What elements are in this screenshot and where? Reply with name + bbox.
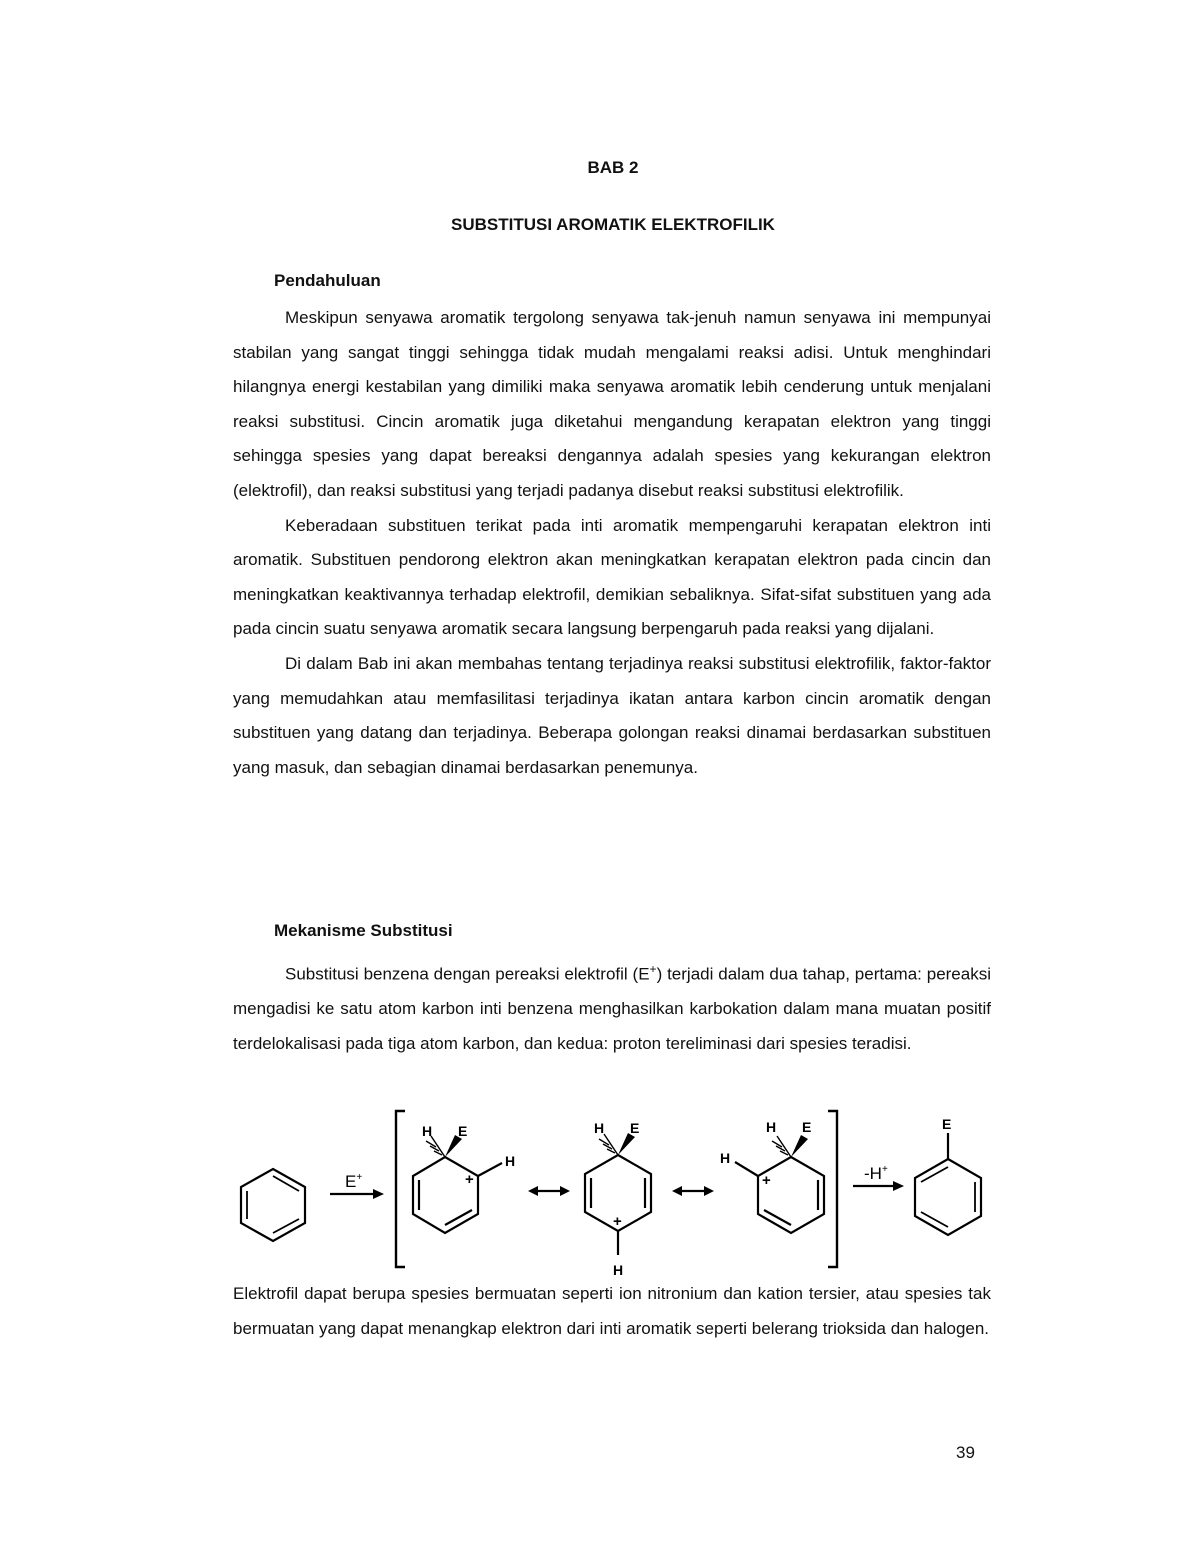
atom-label-h: H [766,1119,777,1135]
section-heading-pendahuluan: Pendahuluan [274,271,381,290]
chapter-label: BAB 2 [587,158,639,177]
atom-label-h: H [594,1120,605,1136]
mekanisme-intro [233,952,991,1061]
deprotonation-label: -H+ [864,1164,888,1183]
sigma-complex-2 [585,1133,651,1255]
page-number: 39 [956,1443,975,1462]
paragraph: Meskipun senyawa aromatik tergolong senyawa tak-jenuh namun senyawa ini mempunyai stabilan yang sangat tinggi sehingga tidak mudah mengalami reaksi adisi. Untuk menghindari hilangnya energi kestabilan yang dimiliki maka senyawa aromatik lebih cenderung untuk menjalani reaksi substitusi. Cincin aromatik juga diketahui mengandung kerapatan elektron yang tinggi sehingga spesies yang dapat bereaksi dengannya adalah spesies yang kekurangan elektron (elektrofil), dan reaksi substitusi yang terjadi padanya disebut reaksi substitusi elektrofilik. [233,308,991,500]
paragraph: Keberadaan substituen terikat pada inti aromatik mempengaruhi kerapatan elektron inti aromatik. Substituen pendorong elektron akan meningkatkan kerapatan elektron pada cincin dan meningkatkan keaktivannya terhadap elektrofil, demikian sebaliknya. Sifat-sifat substituen yang ada pada cincin suatu senyawa aromatik secara langsung berpengaruh pada reaksi yang dijalani. [233,515,991,639]
intro-after: ) terjadi dalam dua tahap, pertama: pereaksi mengadisi ke satu atom karbon inti benzena menghasilkan karbokation dalam mana muatan positif terdelokalisasi pada tiga atom karbon, dan kedua: proton tereliminasi dari spesies teradisi. [233,964,991,1053]
atom-label-e: E [942,1116,952,1132]
paragraph: Elektrofil dapat berupa spesies bermuatan seperti ion nitronium dan kation tersier, atau spesies tak bermuatan yang dapat menangkap elektron dari inti aromatik seperti belerang trioksida dan halogen. [233,1284,991,1338]
resonance-arrow-1 [528,1186,570,1196]
sigma-complex-1 [413,1135,502,1233]
atom-label-e: E [630,1120,640,1136]
positive-charge: + [762,1172,771,1189]
chapter-title: SUBSTITUSI AROMATIK ELEKTROFILIK [451,215,775,234]
atom-label-h: H [505,1153,516,1169]
electrophile-charge: + [649,962,657,976]
positive-charge: + [465,1171,474,1188]
atom-label-h: H [613,1262,624,1278]
resonance-arrow-2 [672,1186,714,1196]
benzene-reactant [241,1169,305,1241]
atom-label-h: H [422,1123,433,1139]
mechanism-scheme [230,1105,1000,1280]
sigma-complex-3 [735,1135,824,1233]
intro-before: Substitusi benzena dengan pereaksi elektrofil (E [285,964,650,984]
paragraph [233,952,991,1061]
bracket-right [828,1111,837,1267]
positive-charge: + [613,1213,622,1230]
pendahuluan-body [233,301,991,785]
reagent-arrow [330,1189,384,1199]
atom-label-e: E [802,1119,812,1135]
paragraph: Di dalam Bab ini akan membahas tentang terjadinya reaksi substitusi elektrofilik, faktor-faktor yang memudahkan atau memfasilitasi terjadinya ikatan antara karbon cincin aromatik dengan substituen yang datang dan terjadinya. Beberapa golongan reaksi dinamai berdasarkan substituen yang masuk, dan sebagian dinamai berdasarkan penemunya. [233,653,991,777]
section-heading-mekanisme: Mekanisme Substitusi [274,921,453,940]
after-scheme-text [233,1277,991,1346]
bracket-left [396,1111,405,1267]
reagent-label: E+ [345,1172,363,1191]
substituted-benzene-product [915,1133,981,1235]
atom-label-e: E [458,1123,468,1139]
atom-label-h: H [720,1150,731,1166]
